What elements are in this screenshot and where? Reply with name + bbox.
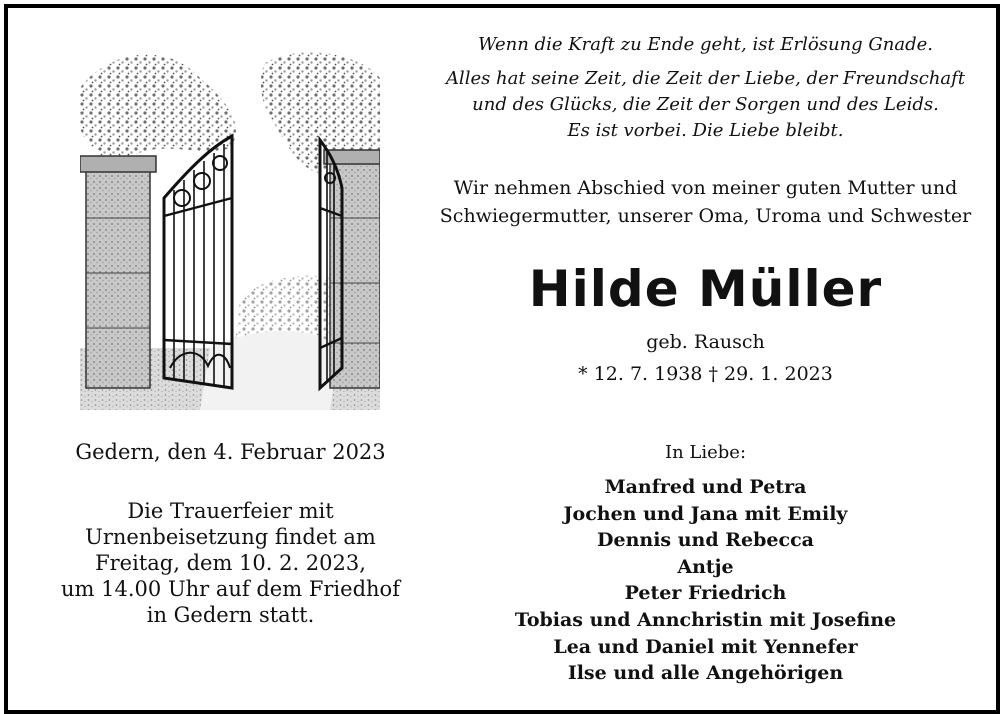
memorial-quote <box>428 32 983 144</box>
quote-spacer <box>428 58 983 66</box>
farewell-text <box>428 174 983 230</box>
quote-line: Alles hat seine Zeit, die Zeit der Liebe, der Freundschaft <box>445 68 966 89</box>
notice-frame <box>4 4 1000 714</box>
mourner-line: Tobias und Annchristin mit Josefine <box>514 608 897 631</box>
ceremony-info <box>8 498 453 628</box>
garden-gate-icon <box>80 48 380 410</box>
mourner-line: Dennis und Rebecca <box>597 529 814 552</box>
farewell-line: Schwiegermutter, unserer Oma, Uroma und Schwester <box>439 205 972 227</box>
ceremony-line: Urnenbeisetzung findet am <box>85 525 376 549</box>
ceremony-line: Die Trauerfeier mit <box>127 499 334 523</box>
right-column <box>428 8 983 710</box>
life-dates: * 12. 7. 1938 † 29. 1. 2023 <box>578 363 833 385</box>
mourner-line: Antje <box>677 555 734 578</box>
mourner-line: Peter Friedrich <box>624 582 787 605</box>
mourner-line: Ilse und alle Angehörigen <box>567 662 844 685</box>
ceremony-line: in Gedern statt. <box>146 603 315 627</box>
birth-name: geb. Rausch <box>646 331 765 353</box>
mourners-list <box>428 474 983 687</box>
mourner-line: Jochen und Jana mit Emily <box>563 502 848 525</box>
mourner-line: Lea und Daniel mit Yennefer <box>553 635 858 658</box>
quote-line: und des Glücks, die Zeit der Sorgen und des Leids. <box>472 94 939 115</box>
farewell-line: Wir nehmen Abschied von meiner guten Mutter und <box>453 177 958 199</box>
left-column <box>8 8 453 710</box>
in-love-label: In Liebe: <box>664 442 747 463</box>
place-and-date: Gedern, den 4. Februar 2023 <box>75 440 386 464</box>
quote-line: Wenn die Kraft zu Ende geht, ist Erlösung Gnade. <box>477 34 934 55</box>
ceremony-line: Freitag, dem 10. 2. 2023, <box>95 551 366 575</box>
deceased-name: Hilde Müller <box>528 260 883 318</box>
quote-line: Es ist vorbei. Die Liebe bleibt. <box>567 120 844 141</box>
mourner-line: Manfred und Petra <box>604 476 807 498</box>
ceremony-line: um 14.00 Uhr auf dem Friedhof <box>61 577 400 601</box>
